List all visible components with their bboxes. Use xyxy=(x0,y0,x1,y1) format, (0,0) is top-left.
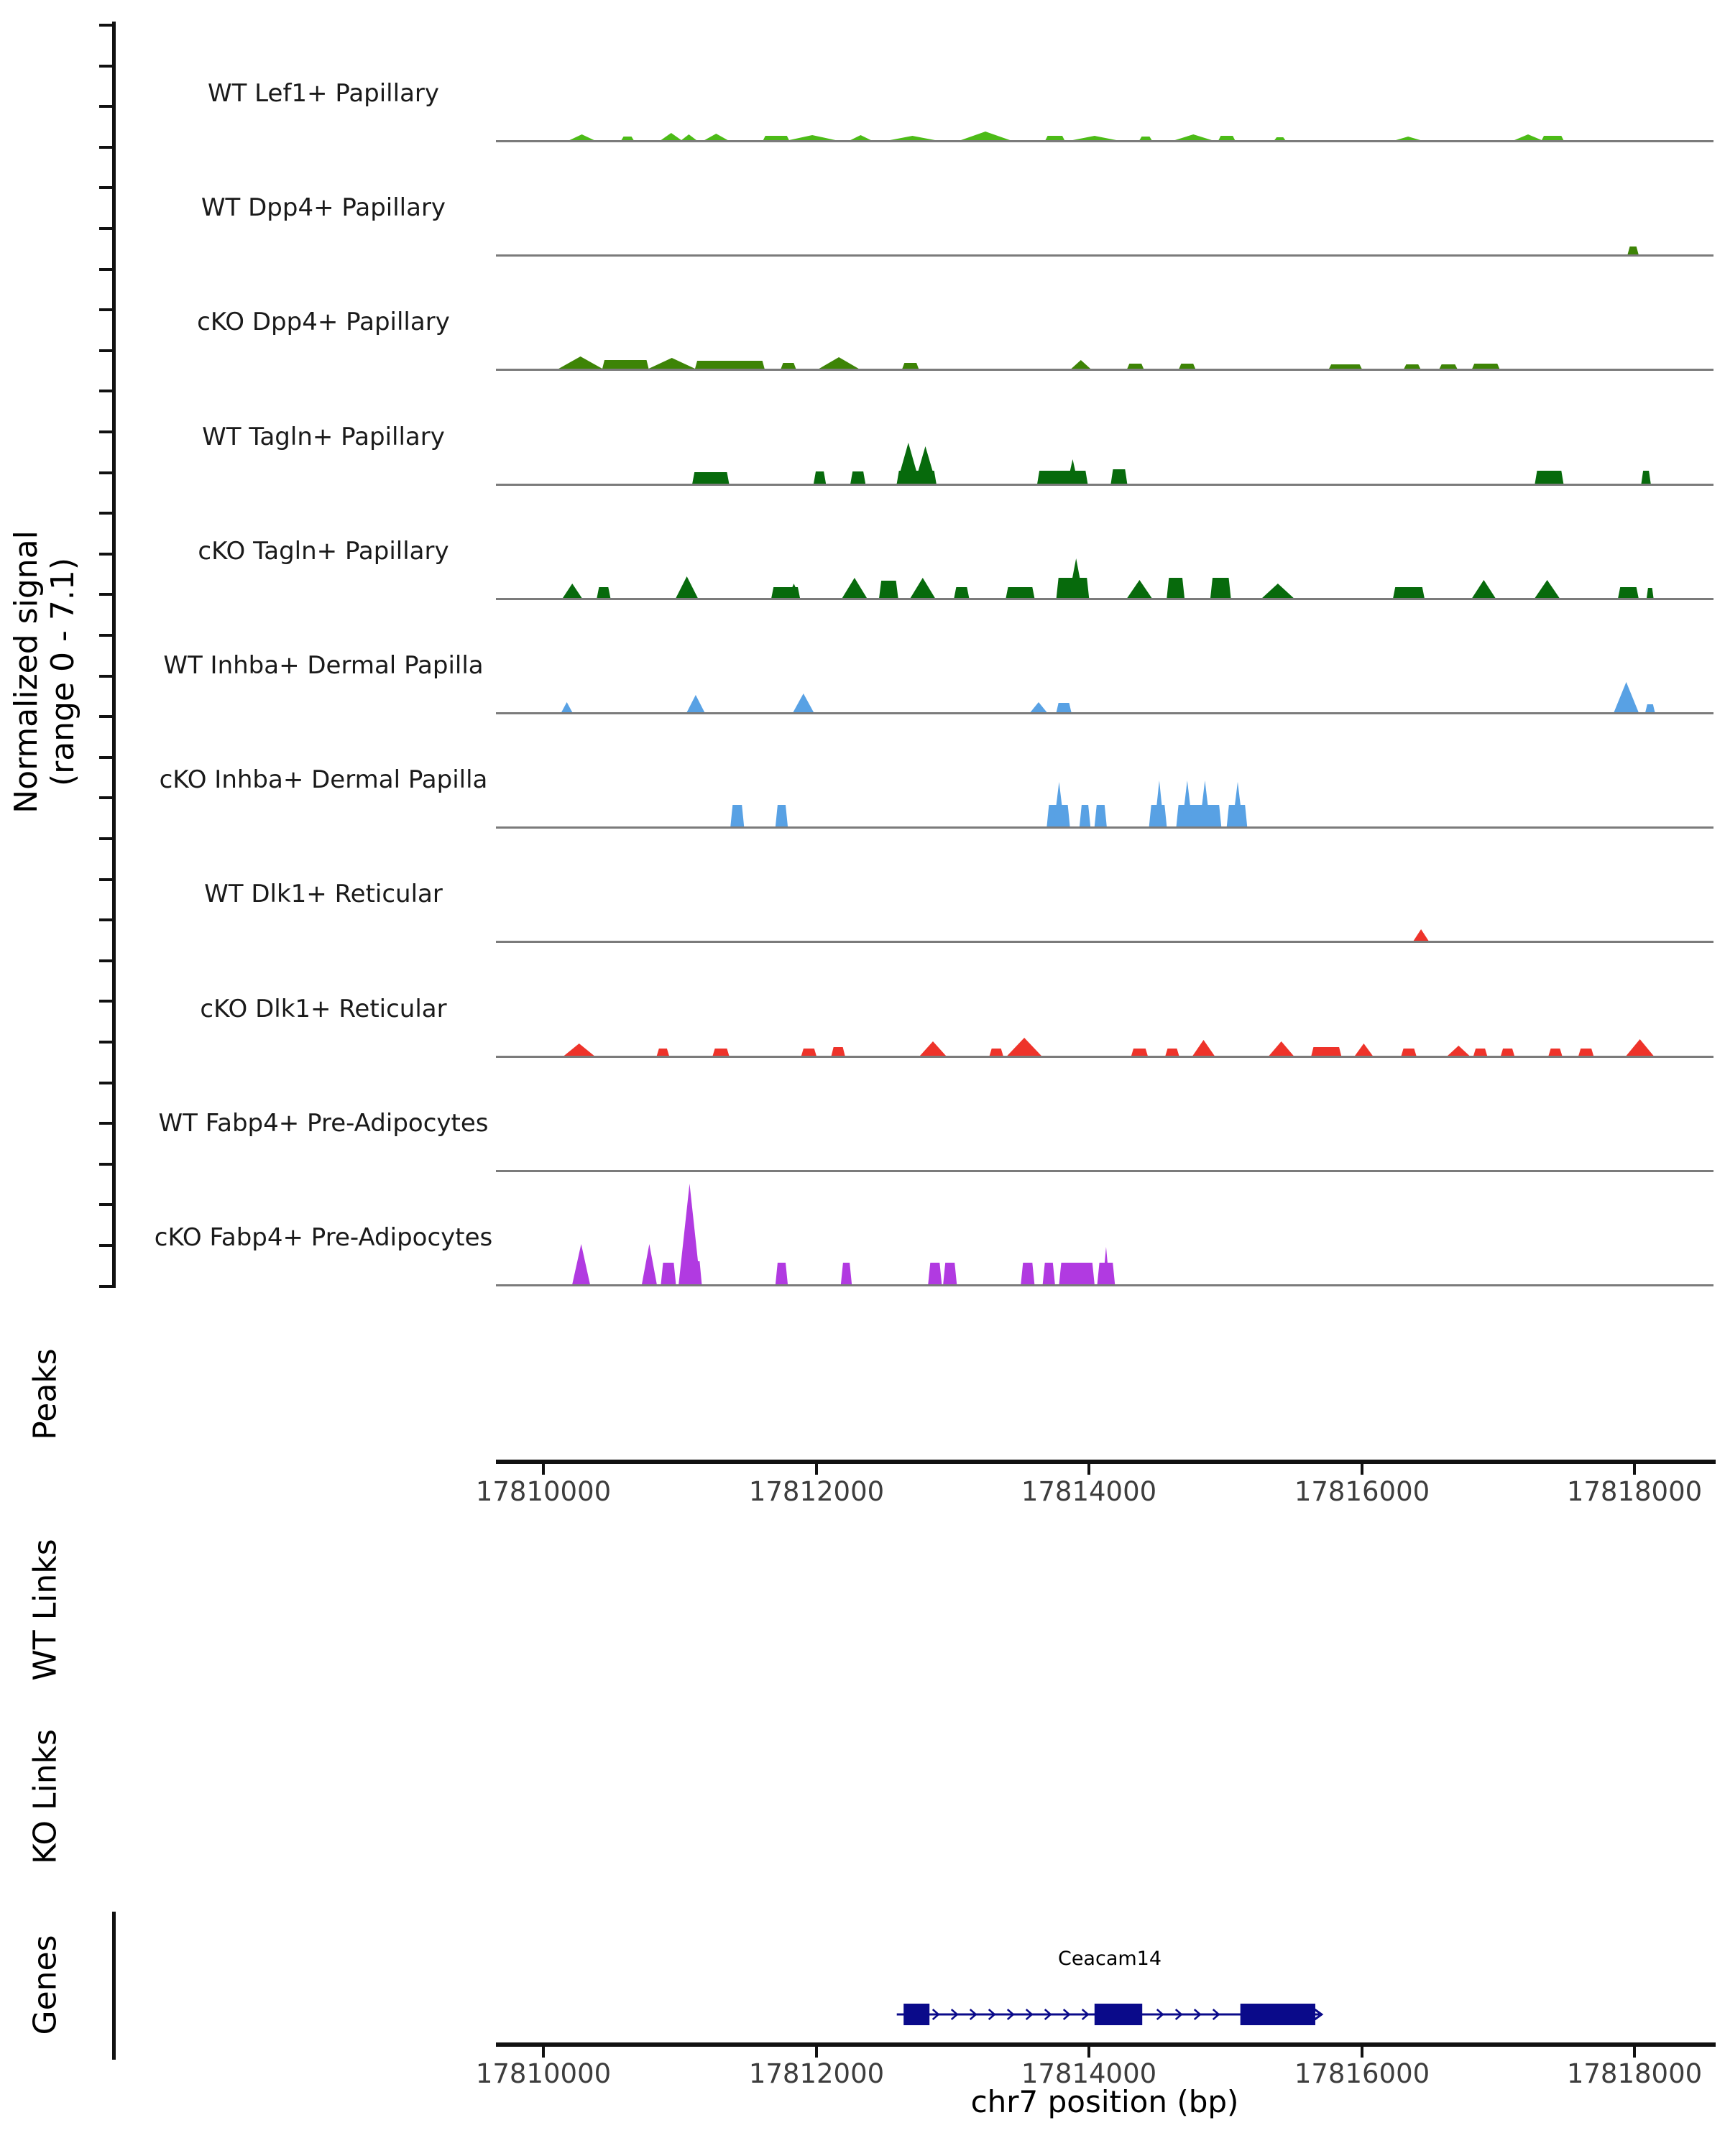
signal-peak xyxy=(1131,1049,1148,1056)
track-label: WT Fabp4+ Pre-Adipocytes xyxy=(158,1109,489,1138)
signal-peak xyxy=(1501,1049,1514,1056)
signal-peak xyxy=(801,1049,816,1056)
y-axis-tick xyxy=(99,1285,112,1288)
signal-peak xyxy=(597,587,610,598)
y-axis-tick xyxy=(99,593,112,596)
signal-peak xyxy=(1448,1046,1469,1056)
signal-peak xyxy=(1645,704,1655,712)
track-signal-svg xyxy=(496,606,1714,715)
y-axis-tick xyxy=(99,796,112,799)
track-label: WT Tagln+ Papillary xyxy=(202,423,445,451)
track-label: cKO Dpp4+ Papillary xyxy=(197,308,450,336)
signal-peak xyxy=(657,1049,669,1056)
track-baseline xyxy=(496,484,1714,486)
track-baseline xyxy=(496,1170,1714,1172)
signal-peak xyxy=(902,363,919,369)
signal-peak xyxy=(1072,136,1116,140)
signal-peak xyxy=(1167,578,1184,598)
y-axis-tick xyxy=(99,349,112,352)
signal-peak xyxy=(558,356,602,369)
signal-peak xyxy=(1440,364,1458,369)
signal-peak xyxy=(776,1263,788,1284)
signal-peak xyxy=(572,1244,590,1284)
x-axis-tick-label: 17816000 xyxy=(1294,2058,1430,2089)
signal-peak xyxy=(763,136,789,140)
track-label: WT Inhba+ Dermal Papilla xyxy=(163,651,484,680)
signal-peak xyxy=(879,581,898,598)
track-label: WT Lef1+ Papillary xyxy=(207,79,440,108)
signal-peak xyxy=(1647,588,1654,598)
x-axis-tick xyxy=(1633,1464,1636,1475)
signal-peak xyxy=(1535,580,1560,598)
signal-peak xyxy=(943,1263,957,1284)
signal-peak xyxy=(1549,1049,1563,1056)
signal-peak xyxy=(1200,780,1210,826)
signal-peak xyxy=(1165,1049,1179,1056)
signal-peak xyxy=(1232,782,1243,826)
genes-axis-line xyxy=(112,1912,116,2060)
signal-peak xyxy=(713,1049,730,1056)
x-axis-tick-label: 17816000 xyxy=(1294,1476,1430,1507)
signal-peak xyxy=(954,587,969,598)
signal-peak xyxy=(1628,247,1639,254)
signal-peak xyxy=(1021,1263,1034,1284)
signal-peak xyxy=(1127,580,1151,598)
x-axis-tick xyxy=(1361,1464,1363,1475)
y-axis-tick xyxy=(99,1163,112,1166)
signal-peak xyxy=(1355,1044,1373,1056)
signal-peak xyxy=(1154,780,1164,826)
track-baseline xyxy=(496,941,1714,943)
gene-exon xyxy=(903,2004,929,2025)
track-baseline xyxy=(496,254,1714,257)
signal-peak xyxy=(680,1261,702,1284)
signal-peak xyxy=(564,1044,594,1056)
signal-peak xyxy=(1414,929,1429,941)
signal-peak xyxy=(1031,702,1047,712)
x-axis-tick-label: 17814000 xyxy=(1021,1476,1157,1507)
track-baseline xyxy=(496,369,1714,371)
signal-peak xyxy=(561,702,572,712)
signal-peak xyxy=(649,358,696,369)
y-axis-tick xyxy=(99,1041,112,1044)
signal-peak xyxy=(1396,137,1420,140)
x-axis-tick-label: 17812000 xyxy=(748,1476,885,1507)
signal-peak xyxy=(794,694,814,712)
signal-peak xyxy=(1614,682,1639,712)
signal-peak xyxy=(687,695,705,712)
signal-peak xyxy=(1218,136,1235,140)
signal-peak xyxy=(1472,364,1499,369)
signal-peak xyxy=(890,136,935,140)
signal-peak xyxy=(1059,1263,1095,1284)
signal-peak xyxy=(1472,580,1495,598)
y-axis-tick xyxy=(99,634,112,637)
signal-peak xyxy=(1269,1041,1294,1056)
track-signal-svg xyxy=(496,720,1714,829)
peaks-x-axis-line xyxy=(496,1460,1716,1464)
signal-peak xyxy=(1404,364,1420,369)
y-axis-label-line1: Normalized signal xyxy=(8,530,45,814)
signal-peak xyxy=(1037,471,1087,484)
signal-peak xyxy=(1192,1040,1214,1056)
signal-peak xyxy=(920,1041,946,1056)
signal-peak xyxy=(1627,1039,1654,1056)
gene-exon xyxy=(1241,2004,1315,2025)
signal-peak xyxy=(911,578,935,598)
x-axis-tick xyxy=(1087,1464,1090,1475)
signal-peak xyxy=(681,134,696,140)
y-axis-tick xyxy=(99,65,112,68)
signal-peak xyxy=(1262,584,1294,598)
x-axis-tick xyxy=(1087,2047,1090,2058)
signal-peak xyxy=(569,134,594,140)
signal-peak xyxy=(704,134,727,140)
y-axis-tick xyxy=(99,756,112,759)
signal-peak xyxy=(1535,471,1564,484)
track-signal-svg xyxy=(496,377,1714,487)
signal-peak xyxy=(842,578,867,598)
signal-peak xyxy=(730,805,744,826)
x-axis-tick xyxy=(1633,2047,1636,2058)
x-axis-tick xyxy=(1361,2047,1363,2058)
signal-peak xyxy=(661,133,682,140)
signal-peak xyxy=(1311,1047,1341,1056)
signal-peak xyxy=(1046,136,1065,140)
track-baseline xyxy=(496,598,1714,600)
signal-peak xyxy=(692,472,729,484)
gene-model xyxy=(496,1969,1714,2063)
signal-peak xyxy=(1329,364,1362,369)
signal-peak xyxy=(1642,471,1651,484)
track-signal-svg xyxy=(496,492,1714,601)
signal-peak xyxy=(832,1047,845,1056)
y-axis-tick xyxy=(99,959,112,962)
signal-peak xyxy=(1007,1038,1041,1056)
signal-peak xyxy=(1080,805,1090,826)
track-signal-svg xyxy=(496,148,1714,257)
signal-peak xyxy=(850,471,865,484)
signal-peak xyxy=(1542,136,1563,140)
signal-peak xyxy=(1127,364,1144,369)
signal-peak xyxy=(622,137,634,140)
y-axis-tick xyxy=(99,1082,112,1084)
x-axis-title: chr7 position (bp) xyxy=(970,2084,1239,2119)
bottom-x-axis-line xyxy=(496,2042,1716,2047)
y-axis-tick xyxy=(99,1203,112,1206)
signal-peak xyxy=(1095,805,1107,826)
y-axis-tick xyxy=(99,715,112,718)
signal-peak xyxy=(990,1049,1003,1056)
track-label: cKO Fabp4+ Pre-Adipocytes xyxy=(154,1223,493,1252)
signal-peak xyxy=(1182,780,1192,826)
x-axis-tick-label: 17818000 xyxy=(1566,2058,1703,2089)
signal-peak xyxy=(1139,137,1151,140)
signal-peak xyxy=(1402,1049,1417,1056)
signal-peak xyxy=(1473,1049,1487,1056)
track-baseline xyxy=(496,140,1714,142)
signal-peak xyxy=(1054,782,1064,826)
x-axis-tick xyxy=(815,1464,818,1475)
signal-peak xyxy=(1057,703,1072,712)
track-baseline xyxy=(496,712,1714,714)
x-axis-tick xyxy=(542,1464,545,1475)
signal-peak xyxy=(928,1263,942,1284)
track-label: cKO Dlk1+ Reticular xyxy=(200,995,447,1023)
signal-peak xyxy=(850,135,871,140)
y-axis-tick xyxy=(99,918,112,921)
y-axis-label-line2: (range 0 - 7.1) xyxy=(45,557,81,787)
signal-peak xyxy=(661,1263,676,1284)
signal-peak xyxy=(1393,587,1425,598)
x-axis-tick xyxy=(542,2047,545,2058)
track-baseline xyxy=(496,1056,1714,1058)
signal-peak xyxy=(1210,578,1231,598)
signal-peak xyxy=(1618,587,1639,598)
track-signal-svg xyxy=(496,949,1714,1059)
x-axis-tick-label: 17810000 xyxy=(475,2058,612,2089)
track-signal-svg xyxy=(496,834,1714,944)
signal-peak xyxy=(1072,360,1091,369)
track-label: cKO Inhba+ Dermal Papilla xyxy=(159,765,488,794)
signal-peak xyxy=(776,805,788,826)
y-axis-tick xyxy=(99,471,112,474)
signal-peak xyxy=(781,363,796,369)
track-baseline xyxy=(496,826,1714,829)
track-signal-svg xyxy=(496,262,1714,372)
y-axis-tick xyxy=(99,390,112,392)
x-axis-tick-label: 17810000 xyxy=(475,1476,612,1507)
signal-peak xyxy=(814,471,826,484)
genome-browser-figure: Normalized signal (range 0 - 7.1) WT Lef1+ Papillary WT Dpp4+ Papillary cKO Dpp4+ Papillary WT Tagln+ Papillary cKO Tagln+ Papillary WT Inhba+ Dermal Papilla cKO Inhba+ Dermal Papilla WT Dlk1+ Reticular cKO Dlk1+ Reticular WT Fabp4+ Pre-Adipocytes cKO Fabp4+ Pre-Adipocytes Peaks WT Links KO Links Genes 17810000 17812000 17814000 17816000 17818000 Ceacam14 17810000 17812000 17814000 17816000 17818000 chr7 position (bp) xyxy=(0,0,1725,2156)
signal-peak xyxy=(819,357,859,369)
gene-exon xyxy=(1095,2004,1142,2025)
track-label: WT Dpp4+ Papillary xyxy=(201,193,446,222)
signal-peak xyxy=(1578,1049,1593,1056)
signal-peak xyxy=(1514,134,1542,140)
track-label: cKO Tagln+ Papillary xyxy=(198,537,449,566)
signal-peak xyxy=(1179,364,1195,369)
x-axis-tick-label: 17818000 xyxy=(1566,1476,1703,1507)
signal-peak xyxy=(695,361,765,369)
y-axis-tick xyxy=(99,146,112,149)
track-signal-svg xyxy=(496,1178,1714,1287)
y-axis-tick xyxy=(99,512,112,515)
y-axis-tick xyxy=(99,227,112,230)
signal-peak xyxy=(841,1263,852,1284)
signal-peak xyxy=(1043,1263,1055,1284)
signal-peak xyxy=(789,135,836,140)
track-label: WT Dlk1+ Reticular xyxy=(204,880,443,908)
y-axis-tick xyxy=(99,24,112,27)
y-axis-tick xyxy=(99,186,112,189)
signal-peak xyxy=(602,360,649,369)
y-axis-tick xyxy=(99,837,112,840)
signal-peak xyxy=(563,584,582,598)
y-axis-tick xyxy=(99,268,112,271)
x-axis-tick xyxy=(815,2047,818,2058)
x-axis-tick-label: 17814000 xyxy=(1021,2058,1157,2089)
signal-peak xyxy=(914,446,936,484)
signal-peak xyxy=(1111,469,1128,484)
signal-peak xyxy=(1006,587,1035,598)
x-axis-tick-label: 17812000 xyxy=(748,2058,885,2089)
track-baseline xyxy=(496,1284,1714,1286)
signal-peak xyxy=(1175,134,1212,140)
track-signal-svg xyxy=(496,1064,1714,1173)
signal-peak xyxy=(1274,137,1285,140)
signal-peak xyxy=(642,1244,657,1284)
signal-peak xyxy=(961,132,1010,140)
gene-name-label: Ceacam14 xyxy=(1057,1948,1162,1970)
track-signal-svg xyxy=(496,34,1714,143)
signal-peak xyxy=(676,576,697,598)
